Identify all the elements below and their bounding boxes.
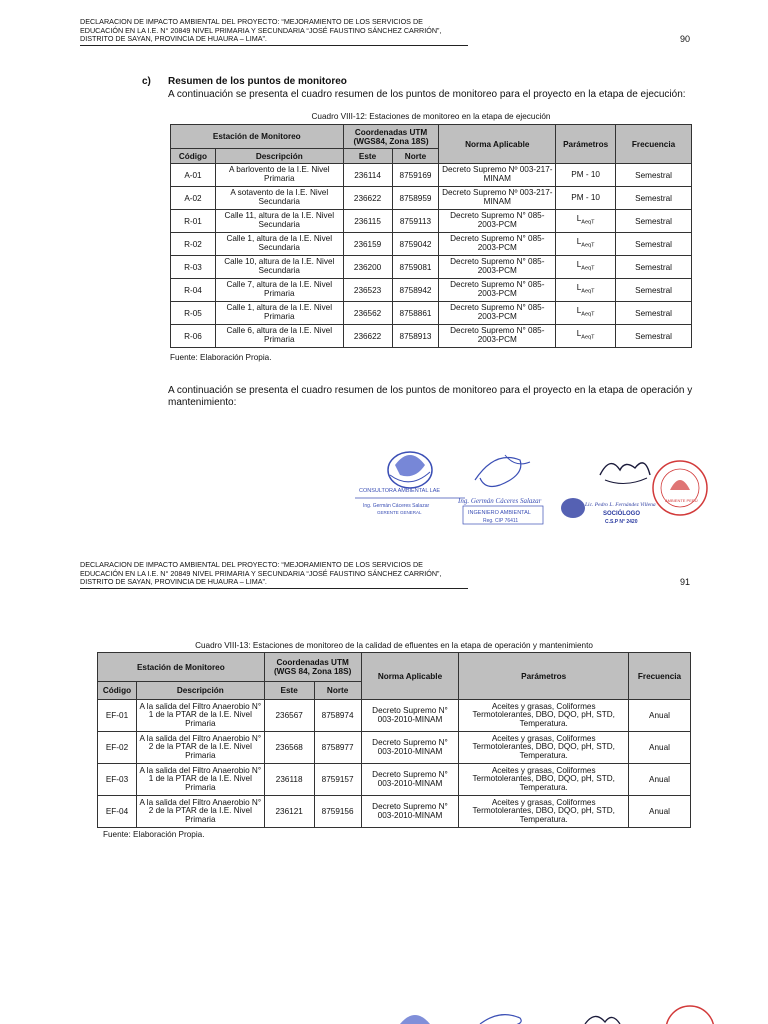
cell-norte: 8758959 xyxy=(392,187,439,210)
cell-parameter: Aceites y grasas, Coliformes Termotolerantes, DBO, DQO, pH, STD, Temperatura. xyxy=(459,700,629,732)
cell-este: 236114 xyxy=(343,164,392,187)
cell-description: A la salida del Filtro Anaerobio N° 2 de la PTAR de la I.E. Nivel Primaria xyxy=(136,732,264,764)
cell-este: 236523 xyxy=(343,279,392,302)
cell-description: A sotavento de la I.E. Nivel Secundaria xyxy=(215,187,343,210)
table-row xyxy=(171,302,692,325)
cell-norma: Decreto Supremo N° 003-2010-MINAM xyxy=(361,796,459,828)
signature-strip-partial xyxy=(390,1004,720,1024)
stamp1-line1: CONSULTORA AMBIENTAL LAE xyxy=(359,488,441,494)
cell-parameter xyxy=(556,279,616,302)
cell-norte: 8758942 xyxy=(392,279,439,302)
cell-norma: Decreto Supremo N° 085-2003-PCM xyxy=(439,279,556,302)
cell-frequency: Semestral xyxy=(616,302,692,325)
header-desc: Descripción xyxy=(215,149,343,164)
header-norte: Norte xyxy=(392,149,439,164)
stamp2-line1: Ing. Germán Cáceres Salazar xyxy=(458,497,542,505)
cell-description: A barlovento de la I.E. Nivel Primaria xyxy=(215,164,343,187)
cell-norma: Decreto Supremo N° 085-2003-PCM xyxy=(439,233,556,256)
header-params: Parámetros xyxy=(459,653,629,700)
cell-norma: Decreto Supremo N° 003-2010-MINAM xyxy=(361,764,459,796)
page-number: 90 xyxy=(679,34,690,44)
cell-frequency: Anual xyxy=(629,700,691,732)
cell-parameter: Aceites y grasas, Coliformes Termotolerantes, DBO, DQO, pH, STD, Temperatura. xyxy=(459,796,629,828)
table-row xyxy=(171,187,692,210)
cell-norma: Decreto Supremo N° 085-2003-PCM xyxy=(439,302,556,325)
cell-code: A-01 xyxy=(171,164,216,187)
header-line-2: EDUCACIÓN EN LA I.E. N° 20849 NIVEL PRIMARIA Y SECUNDARIA “JOSÉ FAUSTINO SÁNCHEZ CARRIÓN”, xyxy=(80,568,442,578)
parameter-subscript: AeqT xyxy=(581,265,595,272)
cell-parameter xyxy=(556,210,616,233)
cell-code: R-05 xyxy=(171,302,216,325)
stamp2-line2: INGENIERO AMBIENTAL xyxy=(468,510,531,516)
page-header-90 xyxy=(80,18,690,44)
signature-stamps-graphic xyxy=(390,1004,720,1024)
parameter-subscript: AeqT xyxy=(581,311,595,318)
cell-este: 236622 xyxy=(343,325,392,348)
header-norma: Norma Aplicable xyxy=(439,125,556,164)
cell-parameter xyxy=(556,325,616,348)
table-body xyxy=(171,164,692,348)
cell-parameter: PM - 10 xyxy=(556,164,616,187)
header-line-2: EDUCACIÓN EN LA I.E. N° 20849 NIVEL PRIMARIA Y SECUNDARIA “JOSÉ FAUSTINO SÁNCHEZ CARRIÓN”, xyxy=(80,25,442,35)
round-seal xyxy=(653,461,707,515)
cell-este: 236118 xyxy=(264,764,314,796)
cell-norte: 8758974 xyxy=(314,700,361,732)
cell-frequency: Semestral xyxy=(616,325,692,348)
cell-code: EF-04 xyxy=(98,796,137,828)
page-header-91 xyxy=(80,561,690,587)
cell-description: Calle 6, altura de la I.E. Nivel Primaria xyxy=(215,325,343,348)
cell-norte: 8759157 xyxy=(314,764,361,796)
cell-norma: Decreto Supremo Nº 003-217-MINAM xyxy=(439,187,556,210)
intro-paragraph: A continuación se presenta el cuadro resumen de los puntos de monitoreo para el proyecto en la etapa de ejecución: xyxy=(168,89,686,100)
header-code: Código xyxy=(171,149,216,164)
cell-este: 236121 xyxy=(264,796,314,828)
cell-description: Calle 10, altura de la I.E. Nivel Secundaria xyxy=(215,256,343,279)
section-title xyxy=(142,76,347,87)
cell-este: 236562 xyxy=(343,302,392,325)
cell-frequency: Anual xyxy=(629,796,691,828)
seal-text: AMBIENTE PERÚ xyxy=(665,498,698,503)
parameter-subscript: AeqT xyxy=(581,242,595,249)
cell-description: Calle 1, altura de la I.E. Nivel Primaria xyxy=(215,302,343,325)
table-row xyxy=(171,256,692,279)
cell-norte: 8758977 xyxy=(314,732,361,764)
header-norte: Norte xyxy=(314,682,361,700)
header-line-1: DECLARACION DE IMPACTO AMBIENTAL DEL PROYECTO: “MEJORAMIENTO DE LOS SERVICIOS DE xyxy=(80,560,423,569)
cell-description: A la salida del Filtro Anaerobio N° 2 de la PTAR de la I.E. Nivel Primaria xyxy=(136,796,264,828)
cell-code: R-01 xyxy=(171,210,216,233)
table-body xyxy=(98,700,691,828)
stamp1-line3: GERENTE GENERAL xyxy=(377,510,422,515)
signature-strip xyxy=(355,440,715,525)
cell-frequency: Semestral xyxy=(616,279,692,302)
cell-code: EF-03 xyxy=(98,764,137,796)
header-freq: Frecuencia xyxy=(629,653,691,700)
company-stamp xyxy=(355,452,465,515)
cell-norma: Decreto Supremo N° 085-2003-PCM xyxy=(439,325,556,348)
header-text xyxy=(80,18,470,44)
header-params: Parámetros xyxy=(556,125,616,164)
table-row xyxy=(171,210,692,233)
cell-este: 236200 xyxy=(343,256,392,279)
parameter-symbol: L xyxy=(576,282,582,292)
table-row xyxy=(171,233,692,256)
section-letter: c) xyxy=(142,76,151,87)
table-effluent-stations xyxy=(97,652,691,828)
cell-norte: 8759113 xyxy=(392,210,439,233)
cell-norma: Decreto Supremo Nº 003-217-MINAM xyxy=(439,164,556,187)
cell-description: Calle 11, altura de la I.E. Nivel Secundaria xyxy=(215,210,343,233)
table-row xyxy=(98,732,691,764)
stamp3-line2: SOCIÓLOGO xyxy=(603,511,641,517)
parameter-symbol: L xyxy=(576,305,582,315)
header-rule xyxy=(80,588,468,589)
page-number: 91 xyxy=(679,577,690,587)
parameter-symbol: L xyxy=(576,213,582,223)
cell-norte: 8758861 xyxy=(392,302,439,325)
header-desc: Descripción xyxy=(136,682,264,700)
header-este: Este xyxy=(343,149,392,164)
cell-code: R-03 xyxy=(171,256,216,279)
cell-frequency: Semestral xyxy=(616,233,692,256)
header-coords: Coordenadas UTM (WGS 84, Zona 18S) xyxy=(264,653,361,682)
cell-norma: Decreto Supremo N° 003-2010-MINAM xyxy=(361,700,459,732)
header-freq: Frecuencia xyxy=(616,125,692,164)
table-row xyxy=(171,164,692,187)
cell-norte: 8759042 xyxy=(392,233,439,256)
cell-este: 236568 xyxy=(264,732,314,764)
table-row xyxy=(98,796,691,828)
cell-frequency: Anual xyxy=(629,764,691,796)
sociologist-stamp xyxy=(561,463,656,525)
table-execution-stations xyxy=(170,124,692,348)
header-line-1: DECLARACION DE IMPACTO AMBIENTAL DEL PROYECTO: “MEJORAMIENTO DE LOS SERVICIOS DE xyxy=(80,17,423,26)
cell-frequency: Semestral xyxy=(616,210,692,233)
cell-code: A-02 xyxy=(171,187,216,210)
cell-este: 236159 xyxy=(343,233,392,256)
parameter-symbol: L xyxy=(576,259,582,269)
stamp1-line2: Ing. Germán Cáceres Salazar xyxy=(363,503,430,509)
header-station: Estación de Monitoreo xyxy=(171,125,344,149)
cell-norma: Decreto Supremo N° 003-2010-MINAM xyxy=(361,732,459,764)
cell-parameter xyxy=(556,233,616,256)
header-station: Estación de Monitoreo xyxy=(98,653,265,682)
cell-parameter: PM - 10 xyxy=(556,187,616,210)
parameter-symbol: L xyxy=(576,328,582,338)
header-line-3: DISTRITO DE SAYAN, PROVINCIA DE HUAURA – LIMA”. xyxy=(80,34,267,44)
cell-norma: Decreto Supremo N° 085-2003-PCM xyxy=(439,210,556,233)
table-caption: Cuadro VIII-13: Estaciones de monitoreo de la calidad de efluentes en la etapa de operación y mantenimiento xyxy=(195,641,593,650)
cell-norte: 8759156 xyxy=(314,796,361,828)
cell-frequency: Semestral xyxy=(616,164,692,187)
cell-code: EF-02 xyxy=(98,732,137,764)
cell-parameter xyxy=(556,302,616,325)
cell-parameter: Aceites y grasas, Coliformes Termotolerantes, DBO, DQO, pH, STD, Temperatura. xyxy=(459,764,629,796)
section-heading: Resumen de los puntos de monitoreo xyxy=(168,76,347,87)
table-row xyxy=(171,279,692,302)
cell-frequency: Semestral xyxy=(616,256,692,279)
engineer-stamp xyxy=(457,455,543,524)
cell-norte: 8759081 xyxy=(392,256,439,279)
cell-code: R-04 xyxy=(171,279,216,302)
cell-norte: 8759169 xyxy=(392,164,439,187)
outro-paragraph: A continuación se presenta el cuadro resumen de los puntos de monitoreo para el proyecto en la etapa de operación y mantenimiento: xyxy=(168,385,693,408)
cell-description: A la salida del Filtro Anaerobio N° 1 de la PTAR de la I.E. Nivel Primaria xyxy=(136,700,264,732)
header-code: Código xyxy=(98,682,137,700)
cell-este: 236567 xyxy=(264,700,314,732)
cell-description: A la salida del Filtro Anaerobio N° 1 de la PTAR de la I.E. Nivel Primaria xyxy=(136,764,264,796)
table-row xyxy=(98,764,691,796)
cell-code: R-06 xyxy=(171,325,216,348)
cell-frequency: Anual xyxy=(629,732,691,764)
cell-este: 236115 xyxy=(343,210,392,233)
parameter-subscript: AeqT xyxy=(581,334,595,341)
cell-parameter: Aceites y grasas, Coliformes Termotolerantes, DBO, DQO, pH, STD, Temperatura. xyxy=(459,732,629,764)
cell-este: 236622 xyxy=(343,187,392,210)
header-text xyxy=(80,561,470,587)
header-line-3: DISTRITO DE SAYAN, PROVINCIA DE HUAURA – LIMA”. xyxy=(80,577,267,587)
table-source: Fuente: Elaboración Propia. xyxy=(170,353,272,362)
header-rule xyxy=(80,45,468,46)
cell-norte: 8758913 xyxy=(392,325,439,348)
cell-parameter xyxy=(556,256,616,279)
cell-code: EF-01 xyxy=(98,700,137,732)
cell-frequency: Semestral xyxy=(616,187,692,210)
cell-description: Calle 1, altura de la I.E. Nivel Secundaria xyxy=(215,233,343,256)
table-row xyxy=(98,700,691,732)
header-este: Este xyxy=(264,682,314,700)
header-norma: Norma Aplicable xyxy=(361,653,459,700)
stamp3-line1: Lic. Pedro L. Fernández Villena xyxy=(585,502,656,508)
cell-code: R-02 xyxy=(171,233,216,256)
parameter-symbol: L xyxy=(576,236,582,246)
parameter-subscript: AeqT xyxy=(581,288,595,295)
stamp2-line3: Reg. CIP 76411 xyxy=(483,518,519,524)
cell-norma: Decreto Supremo N° 085-2003-PCM xyxy=(439,256,556,279)
table-source: Fuente: Elaboración Propia. xyxy=(103,830,205,839)
header-coords: Coordenadas UTM (WGS84, Zona 18S) xyxy=(343,125,439,149)
signature-stamps-graphic xyxy=(355,440,715,540)
table-caption: Cuadro VIII-12: Estaciones de monitoreo en la etapa de ejecución xyxy=(311,112,551,121)
stamp3-line3: C.S.P N° 2420 xyxy=(605,519,638,525)
parameter-subscript: AeqT xyxy=(581,219,595,226)
cell-description: Calle 7, altura de la I.E. Nivel Primaria xyxy=(215,279,343,302)
table-row xyxy=(171,325,692,348)
